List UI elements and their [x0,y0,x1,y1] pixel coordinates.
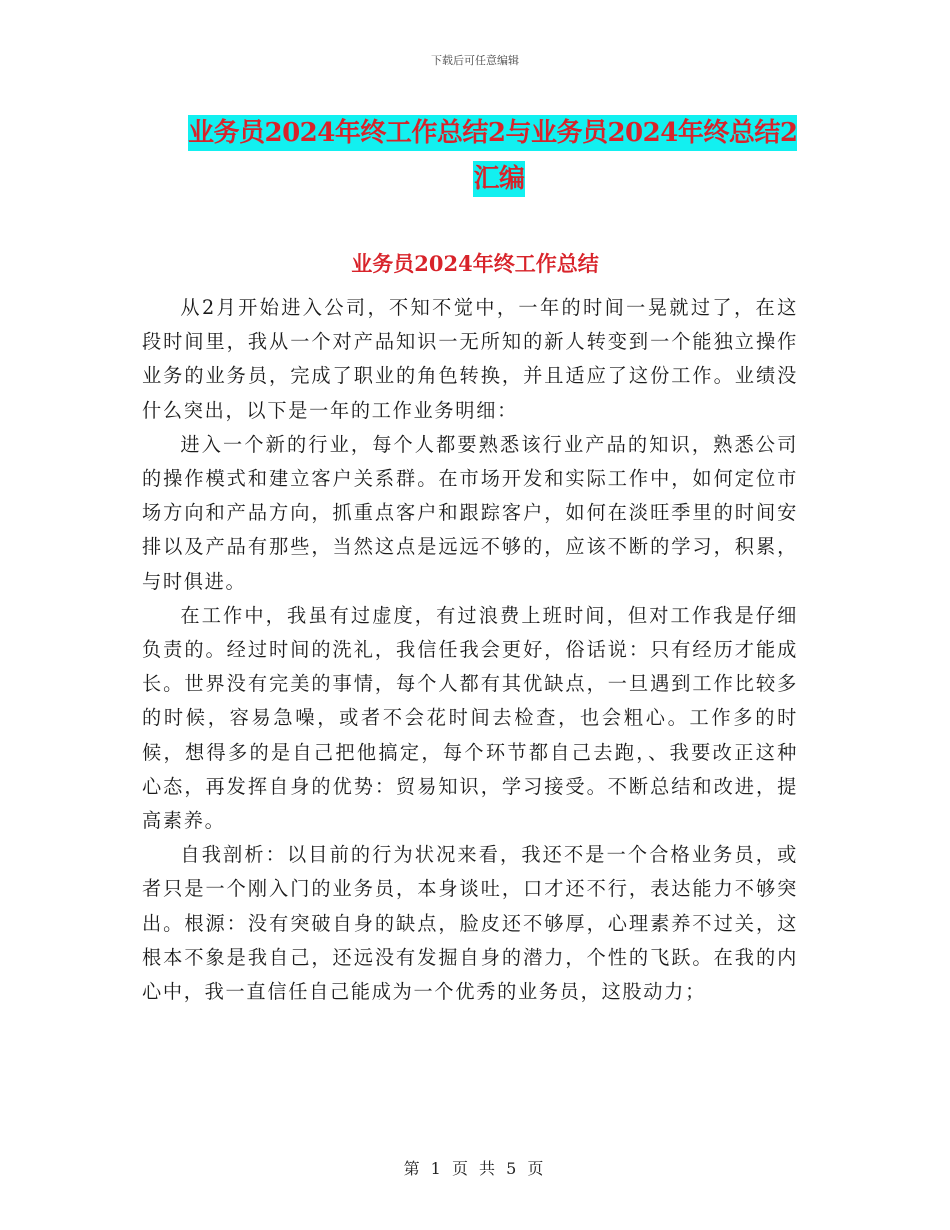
document-title [188,110,810,202]
paragraph: 进入一个新的行业，每个人都要熟悉该行业产品的知识，熟悉公司的操作模式和建立客户关系群。在市场开发和实际工作中，如何定位市场方向和产品方向，抓重点客户和跟踪客户，如何在淡旺季里的时间安排以及产品有那些，当然这点是远远不够的，应该不断的学习，积累，与时俱进。 [142,432,798,593]
paragraph: 自我剖析：以目前的行为状况来看，我还不是一个合格业务员，或者只是一个刚入门的业务员，本身谈吐，口才还不行，表达能力不够突出。根源：没有突破自身的缺点，脸皮还不够厚，心理素养不过关，这根本不象是我自己，还远没有发掘自身的潜力，个性的飞跃。在我的内心中，我一直信任自己能成为一个优秀的业务员，这股动力； [142,843,798,1004]
document-title-line1: 业务员2024年终工作总结2与业务员2024年终总结2 [188,115,797,151]
document-title-line2: 汇编 [473,161,524,197]
page-footer: 第 1 页 共 5 页 [403,1159,547,1178]
section-title: 业务员2024年终工作总结 [351,251,599,276]
paragraph: 从2月开始进入公司，不知不觉中，一年的时间一晃就过了，在这段时间里，我从一个对产品知识一无所知的新人转变到一个能独立操作业务的业务员，完成了职业的角色转换，并且适应了这份工作。业绩没什么突出，以下是一年的工作业务明细： [142,296,798,422]
body-text [142,291,798,1009]
paragraph: 在工作中，我虽有过虚度，有过浪费上班时间，但对工作我是仔细负责的。经过时间的洗礼，我信任我会更好，俗话说：只有经历才能成长。世界没有完美的事情，每个人都有其优缺点，一旦遇到工作比较多的时候，容易急噪，或者不会花时间去检查，也会粗心。工作多的时候，想得多的是自己把他搞定，每个环节都自己去跑，、我要改正这种心态，再发挥自身的优势：贸易知识，学习接受。不断总结和改进，提高素养。 [142,603,798,833]
page-header-note: 下载后可任意编辑 [431,54,519,67]
